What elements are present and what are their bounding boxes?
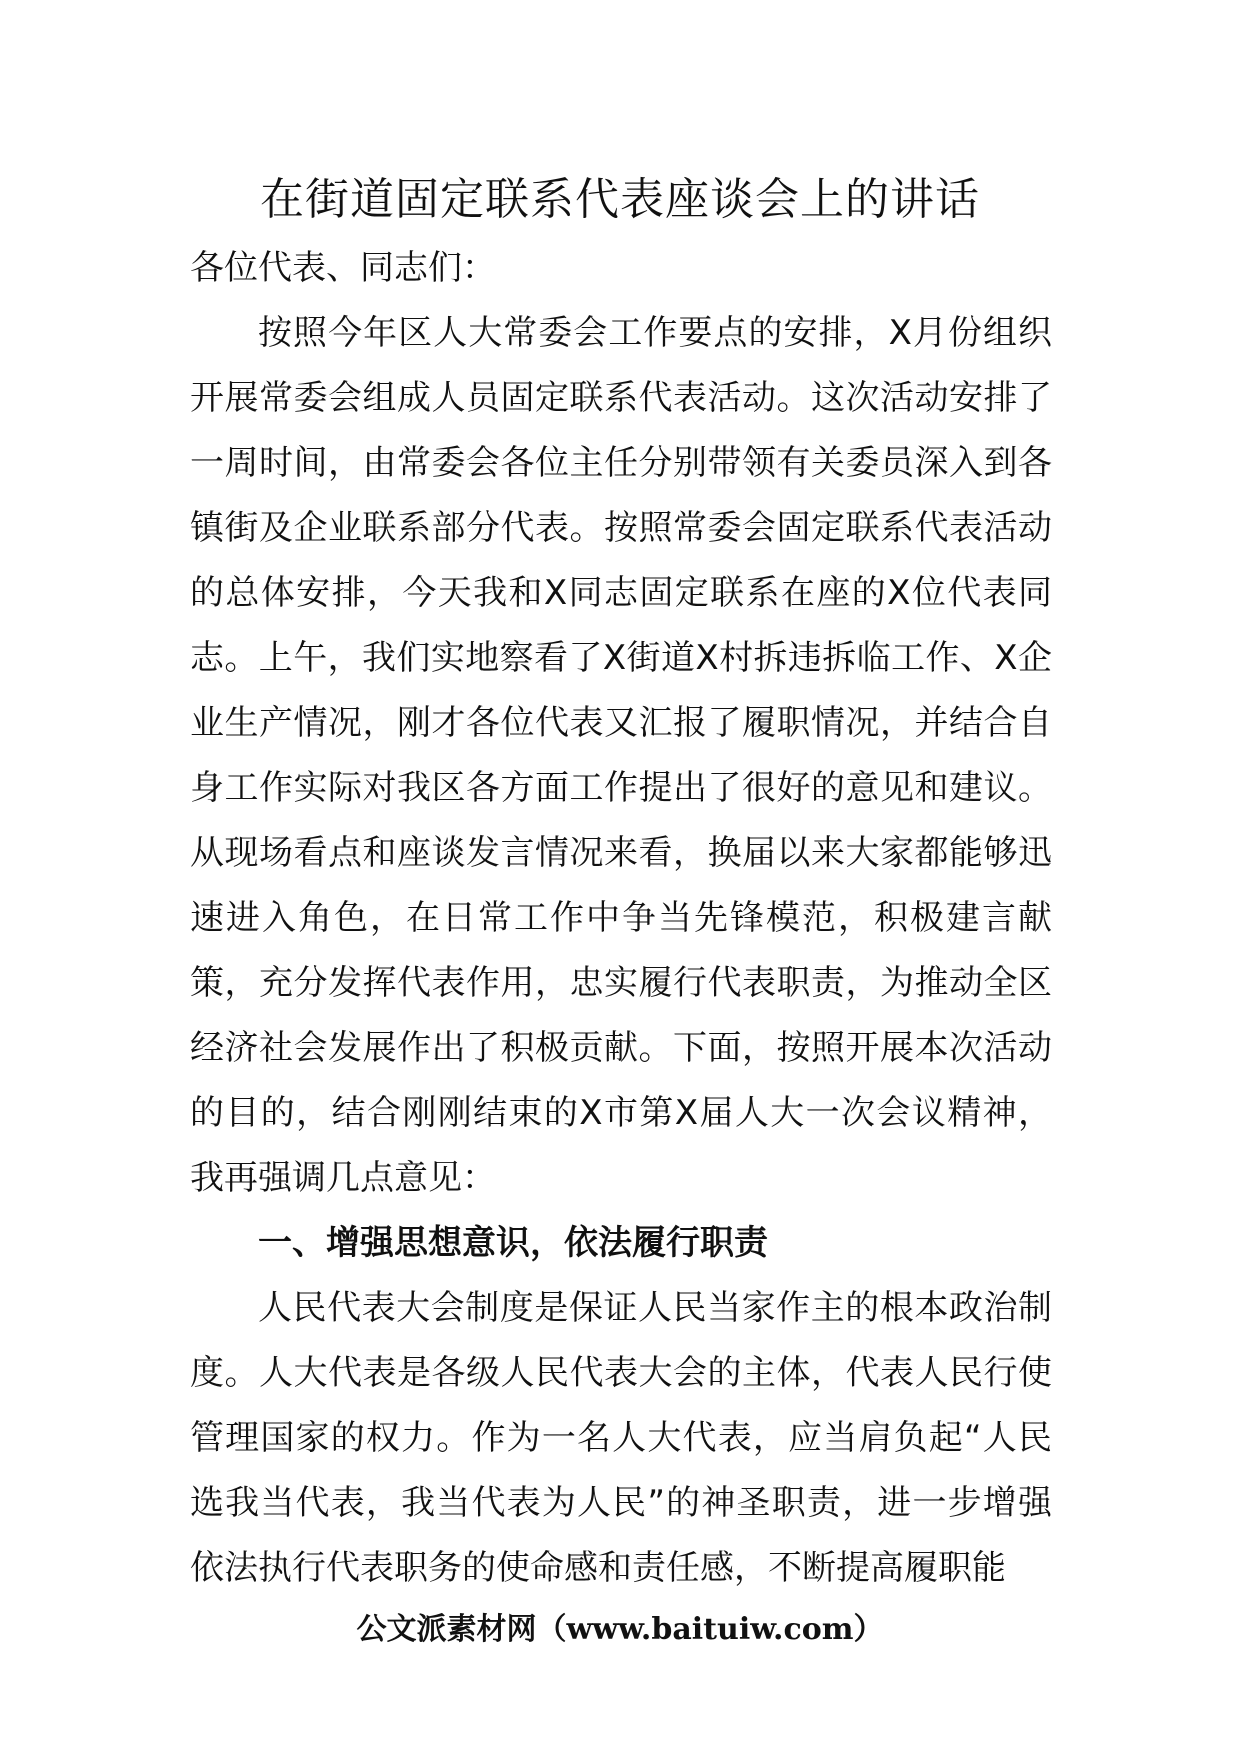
paragraph-intro: 按照今年区人大常委会工作要点的安排，X月份组织开展常委会组成人员固定联系代表活动。这次活动安排了一周时间，由常委会各位主任分别带领有关委员深入到各镇街及企业联系部分代表。按照常委会固定联系代表活动的总体安排，今天我和X同志固定联系在座的X位代表同志。上午，我们实地察看了X街道X村拆违拆临工作、X企业生产情况，刚才各位代表又汇报了履职情况，并结合自身工作实际对我区各方面工作提出了很好的意见和建议。从现场看点和座谈发言情况来看，换届以来大家都能够迅速进入角色，在日常工作中争当先锋模范，积极建言献策，充分发挥代表作用，忠实履行代表职责，为推动全区经济社会发展作出了积极贡献。下面，按照开展本次活动的目的，结合刚刚结束的X市第X届人大一次会议精神，我再强调几点意见： — [190, 313, 1052, 1198]
document-body — [190, 236, 1052, 1601]
paragraph-section-1: 人民代表大会制度是保证人民当家作主的根本政治制度。人大代表是各级人民代表大会的主体，代表人民行使管理国家的权力。作为一名人大代表，应当肩负起“人民选我当代表，我当代表为人民”的神圣职责，进一步增强依法执行代表职务的使命感和责任感，不断提高履职能 — [190, 1288, 1052, 1588]
salutation: 各位代表、同志们： — [190, 248, 496, 288]
document-title: 在街道固定联系代表座谈会上的讲话 — [260, 174, 980, 225]
section-heading: 一、增强思想意识，依法履行职责 — [258, 1223, 768, 1263]
footer-watermark: 公文派素材网（www.baituiw.com） — [356, 1612, 884, 1647]
